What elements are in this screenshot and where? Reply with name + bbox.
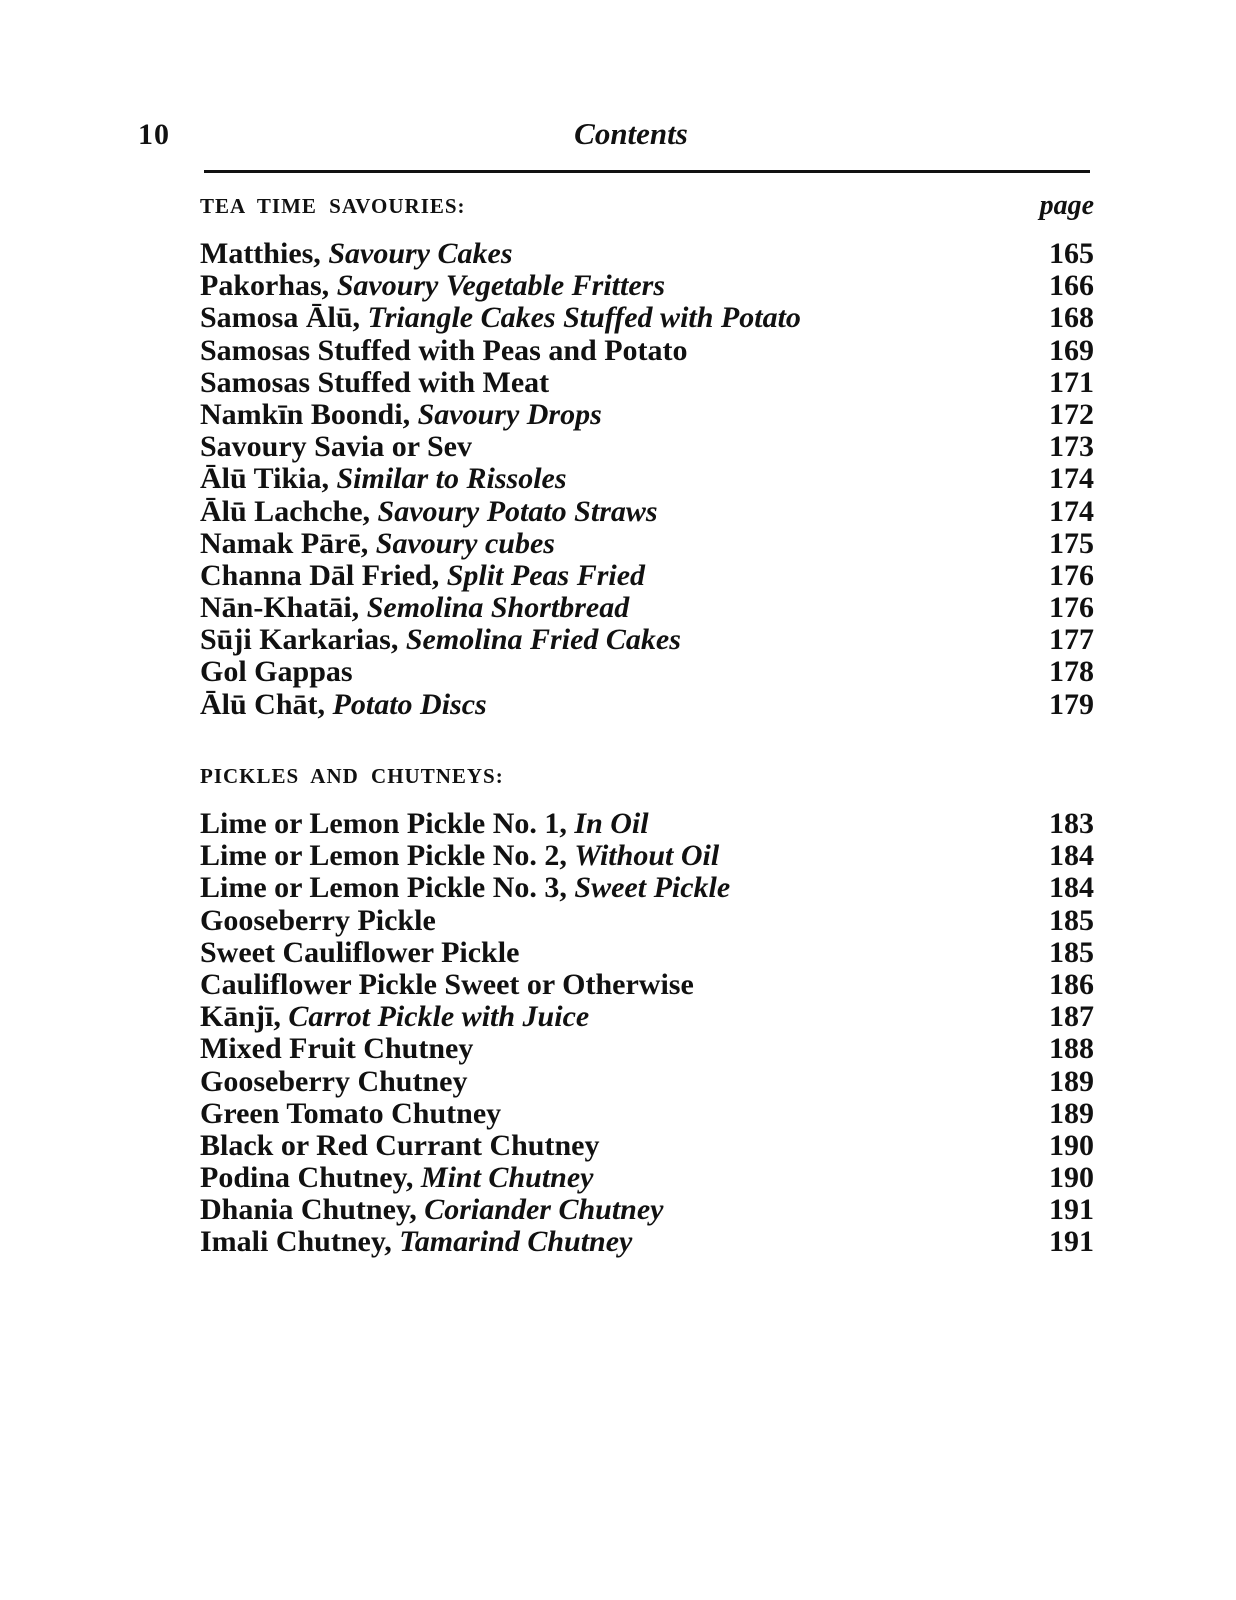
entry-name: Podina Chutney, [200,1161,421,1195]
entry-page-number: 176 [1049,558,1094,592]
entry-name: Gooseberry Pickle [200,903,436,937]
entry-name: Sweet Cauliflower Pickle [200,935,520,969]
contents-entry [200,656,1094,688]
entry-name: Pakorhas, [200,269,337,303]
contents-entry [200,937,1094,969]
entry-name: Mixed Fruit Chutney [200,1032,474,1066]
entry-name: Nān-Khatāi, [200,591,367,625]
entry-description: Without Oil [574,839,720,873]
entry-list [200,808,1094,1259]
contents-entry [200,238,1094,270]
entry-page-number: 175 [1049,526,1094,560]
entry-name: Kānjī, [200,1000,289,1034]
entry-name: Dhania Chutney, [200,1193,425,1227]
running-title: Contents [574,116,688,151]
contents-entry [200,1001,1094,1033]
entry-page-number: 174 [1049,494,1094,528]
entry-page-number: 178 [1049,655,1094,689]
contents-entry [200,335,1094,367]
entry-name: Gooseberry Chutney [200,1064,468,1098]
entry-page-number: 184 [1049,871,1094,905]
contents-entry [200,905,1094,937]
entry-name: Namkīn Boondi, [200,397,418,431]
entry-description: Savoury Drops [417,397,602,431]
contents-entry [200,969,1094,1001]
entry-description: Similar to Rissoles [336,462,567,496]
entry-name: Channa Dāl Fried, [200,558,447,592]
contents-entry [200,270,1094,302]
contents-entry [200,872,1094,904]
contents-entry [200,689,1094,721]
contents-entry [200,560,1094,592]
entry-name: Samosas Stuffed with Peas and Potato [200,333,688,367]
page-column-label: page [1039,190,1094,221]
contents-entry [200,496,1094,528]
entry-page-number: 171 [1049,365,1094,399]
entry-page-number: 187 [1049,1000,1094,1034]
entry-list [200,238,1094,721]
entry-page-number: 190 [1049,1128,1094,1162]
entry-page-number: 186 [1049,967,1094,1001]
entry-page-number: 179 [1049,687,1094,721]
entry-name: Namak Pārē, [200,526,376,560]
entry-name: Ālū Chāt, [200,687,333,721]
entry-description: Savoury Vegetable Fritters [336,269,666,303]
entry-name: Ālū Lachche, [200,494,378,528]
contents-entry [200,399,1094,431]
header-rule [204,170,1090,173]
contents-entry [200,302,1094,334]
entry-description: Savoury cubes [375,526,555,560]
section-header [200,190,1094,234]
entry-page-number: 183 [1049,807,1094,840]
contents-entry [200,592,1094,624]
entry-description: Sweet Pickle [574,871,731,905]
entry-name: Cauliflower Pickle Sweet or Otherwise [200,967,694,1001]
entry-page-number: 177 [1049,623,1094,657]
contents-entry [200,367,1094,399]
entry-description: Triangle Cakes Stuffed with Potato [367,301,801,335]
section-title: TEA TIME SAVOURIES: [200,194,466,218]
entry-description: Semolina Shortbread [366,591,630,625]
entry-page-number: 191 [1049,1225,1094,1259]
contents-entry [200,1162,1094,1194]
contents-entry [200,1130,1094,1162]
entry-page-number: 172 [1049,397,1094,431]
page-number: 10 [138,118,170,151]
entry-name: Samosas Stuffed with Meat [200,365,550,399]
entry-name: Black or Red Currant Chutney [200,1128,600,1162]
entry-description: Coriander Chutney [424,1193,664,1227]
section-title: PICKLES AND CHUTNEYS: [200,764,504,788]
entry-page-number: 190 [1049,1161,1094,1195]
entry-page-number: 189 [1049,1064,1094,1098]
contents-entry [200,1194,1094,1226]
entry-description: Savoury Potato Straws [377,494,658,528]
entry-description: Savoury Cakes [328,237,513,270]
section-tea-time-savouries [200,190,1094,721]
entry-page-number: 189 [1049,1096,1094,1130]
section-pickles-and-chutneys [200,764,1094,1259]
entry-name: Sūji Karkarias, [200,623,406,657]
entry-name: Gol Gappas [200,655,353,689]
contents-entry [200,528,1094,560]
entry-name: Ālū Tikia, [200,462,337,496]
entry-description: In Oil [574,807,649,840]
contents-entry [200,808,1094,840]
entry-description: Potato Discs [332,687,487,721]
entry-description: Semolina Fried Cakes [405,623,681,657]
entry-page-number: 188 [1049,1032,1094,1066]
entry-page-number: 185 [1049,903,1094,937]
entry-name: Lime or Lemon Pickle No. 1, [200,807,575,840]
entry-name: Samosa Ālū, [200,301,368,335]
contents-entry [200,463,1094,495]
contents-entry [200,840,1094,872]
entry-name: Imali Chutney, [200,1225,400,1259]
entry-page-number: 176 [1049,591,1094,625]
entry-page-number: 165 [1049,237,1094,270]
section-header [200,764,1094,804]
entry-name: Green Tomato Chutney [200,1096,502,1130]
entry-page-number: 191 [1049,1193,1094,1227]
entry-name: Lime or Lemon Pickle No. 2, [200,839,575,873]
contents-entry [200,1226,1094,1258]
entry-page-number: 185 [1049,935,1094,969]
entry-name: Savoury Savia or Sev [200,430,472,464]
entry-name: Matthies, [200,237,329,270]
entry-description: Mint Chutney [420,1161,594,1195]
contents-entry [200,1066,1094,1098]
contents-entry [200,1098,1094,1130]
entry-description: Tamarind Chutney [399,1225,633,1259]
entry-page-number: 174 [1049,462,1094,496]
entry-page-number: 169 [1049,333,1094,367]
entry-description: Carrot Pickle with Juice [288,1000,590,1034]
entry-page-number: 166 [1049,269,1094,303]
contents-entry [200,624,1094,656]
entry-description: Split Peas Fried [446,558,646,592]
entry-name: Lime or Lemon Pickle No. 3, [200,871,575,905]
contents-entry [200,1033,1094,1065]
entry-page-number: 184 [1049,839,1094,873]
entry-page-number: 168 [1049,301,1094,335]
entry-page-number: 173 [1049,430,1094,464]
contents-entry [200,431,1094,463]
